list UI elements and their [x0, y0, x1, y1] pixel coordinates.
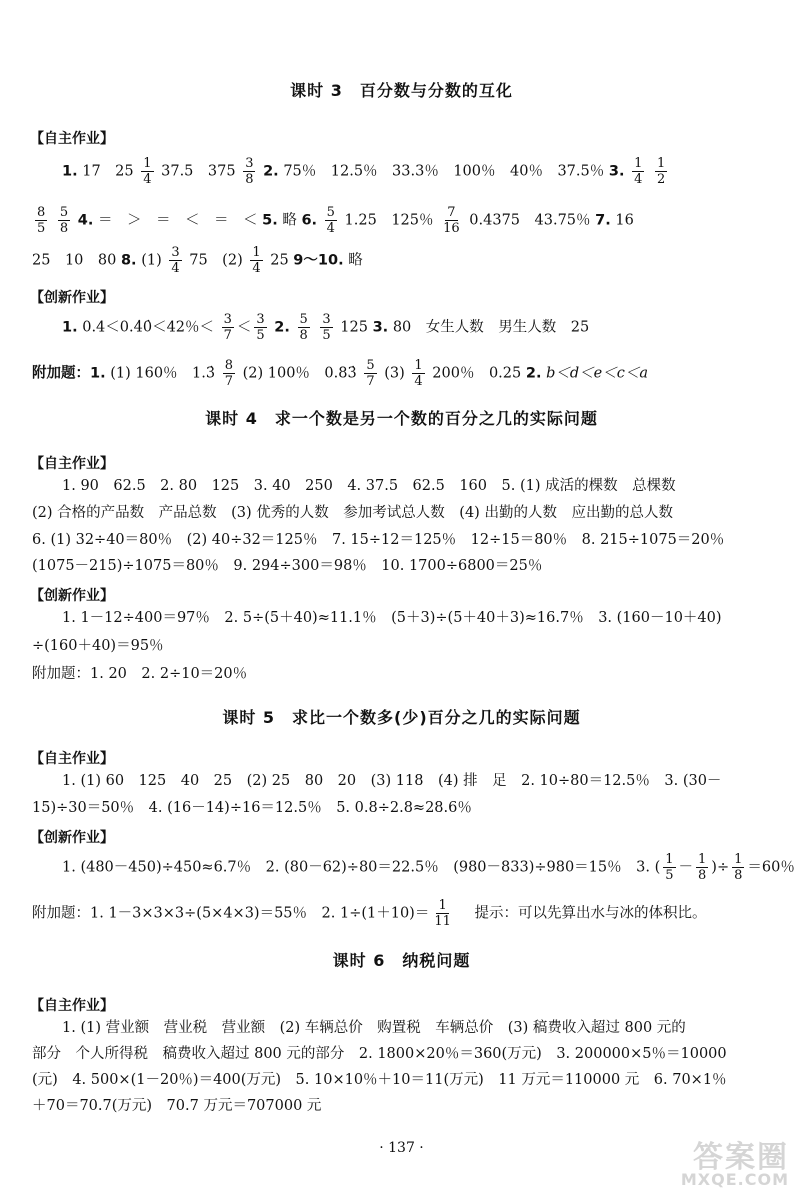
- watermark-url: MXQE.COM: [680, 1170, 789, 1189]
- fraction: $\frac{1}{5}$: [665, 852, 674, 883]
- section-zizhu-3: 【自主作业】: [30, 131, 114, 147]
- fraction: $\frac{3}{5}$: [322, 312, 331, 343]
- fraction: $\frac{3}{4}$: [171, 245, 180, 276]
- l4-zizhu-line2: (2) 合格的产品数 产品总数 (3) 优秀的人数 参加考试总人数 (4) 出勤的人数 应出勤的总人数: [32, 505, 673, 521]
- lesson-6-title: 课时 6 纳税问题: [332, 951, 471, 970]
- l3-zizhu-line1: 1. 17 25 $\frac{1}{4}$ 37.5 375 $\frac{3}{8}$ 2. 75％ 12.5％ 33.3％ 100％ 40％ 37.5％ 3. $\frac{1}{4}$ $\frac{1}{2}$: [62, 156, 666, 187]
- fraction: $\frac{3}{7}$: [223, 312, 232, 343]
- fraction: $\frac{1}{4}$: [414, 358, 423, 389]
- l4-chuangxin-line2: ÷(160＋40)＝95％: [32, 638, 164, 654]
- lesson-5-title: 课时 5 求比一个数多(少)百分之几的实际问题: [222, 708, 581, 727]
- fraction: $\frac{8}{7}$: [224, 358, 233, 389]
- fraction: $\frac{1}{8}$: [698, 852, 707, 883]
- fraction: $\frac{3}{5}$: [256, 312, 265, 343]
- l5-fujia-line: 附加题：1. 1－3×3×3÷(5×4×3)＝55％ 2. 1÷(1＋10)＝ $\frac{1}{11}$ 提示：可以先算出水与冰的体积比。: [32, 898, 707, 929]
- section-chuangxin-5: 【创新作业】: [30, 830, 114, 846]
- fraction: $\frac{5}{8}$: [299, 312, 308, 343]
- fraction: $\frac{1}{2}$: [656, 156, 666, 187]
- l4-zizhu-line4: (1075－215)÷1075＝80％ 9. 294÷300＝98％ 10. 1700÷6800＝25％: [32, 558, 543, 574]
- section-zizhu-4: 【自主作业】: [30, 456, 114, 472]
- l4-chuangxin-line1: 1. 1－12÷400＝97％ 2. 5÷(5＋40)≈11.1％ (5＋3)÷(5＋40＋3)≈16.7％ 3. (160－10＋40): [62, 610, 722, 626]
- section-chuangxin-4: 【创新作业】: [30, 588, 114, 604]
- l5-chuangxin-line1: 1. (480－450)÷450≈6.7％ 2. (80－62)÷80＝22.5％ (980－833)÷980＝15％ 3. ( $\frac{1}{5}$ － $\frac{1}{8}$ )÷ $\frac{1}{8}$ ＝60％: [62, 852, 795, 883]
- section-zizhu-5: 【自主作业】: [30, 751, 114, 767]
- section-chuangxin-3: 【创新作业】: [30, 290, 114, 306]
- fraction: $\frac{1}{4}$: [143, 156, 152, 187]
- l6-zizhu-line4: ＋70＝70.7(万元) 70.7 万元＝707000 元: [32, 1098, 322, 1114]
- l4-zizhu-line1: 1. 90 62.5 2. 80 125 3. 40 250 4. 37.5 62.5 160 5. (1) 成活的棵数 总棵数: [62, 478, 676, 494]
- section-zizhu-6: 【自主作业】: [30, 998, 114, 1014]
- fraction: $\frac{5}{4}$: [326, 205, 335, 236]
- lesson-4-title: 课时 4 求一个数是另一个数的百分之几的实际问题: [205, 409, 598, 428]
- l5-zizhu-line1: 1. (1) 60 125 40 25 (2) 25 80 20 (3) 118 (4) 排 足 2. 10÷80＝12.5％ 3. (30－: [62, 773, 722, 789]
- fraction: $\frac{5}{8}$: [59, 205, 69, 236]
- l3-chuangxin-line1: 1. 0.4＜0.4̇0̇＜42％＜ $\frac{3}{7}$ ＜ $\frac{3}{5}$ 2. $\frac{5}{8}$ $\frac{3}{5}$ 125 3. 80 女生人数 男生人数 25: [62, 312, 590, 343]
- fraction: $\frac{8}{5}$: [37, 205, 46, 236]
- fraction: $\frac{3}{8}$: [245, 156, 254, 187]
- l3-zizhu-line2: $\frac{8}{5}$ $\frac{5}{8}$ 4. ＝ ＞ ＝ ＜ ＝ ＜ 5. 略 6. $\frac{5}{4}$ 1.25 125％ $\frac{7}{16}$ 0.4375 43.75％ 7. 16: [37, 205, 634, 236]
- watermark-logo: 答案圈: [693, 1140, 789, 1175]
- l6-zizhu-line1: 1. (1) 营业额 营业税 营业额 (2) 车辆总价 购置税 车辆总价 (3) 稿费收入超过 800 元的: [62, 1020, 686, 1036]
- l6-zizhu-line3: (元) 4. 500×(1－20％)＝400(万元) 5. 10×10％＋10＝11(万元) 11 万元＝110000 元 6. 70×1％: [32, 1072, 727, 1088]
- fraction: $\frac{1}{4}$: [634, 156, 643, 187]
- l6-zizhu-line2: 部分 个人所得税 稿费收入超过 800 元的部分 2. 1800×20％＝360(万元) 3. 200000×5％＝10000: [32, 1046, 727, 1062]
- l3-zizhu-line3: 25 10 80 8. (1) $\frac{3}{4}$ 75 (2) $\frac{1}{4}$ 25 9～10. 略: [32, 245, 363, 276]
- page-number: · 137 ·: [379, 1140, 424, 1156]
- fraction: $\frac{5}{7}$: [366, 358, 375, 389]
- l3-fujia-line: 附加题：1. (1) 160％ 1.3̇ $\frac{8}{7}$ (2) 100％ 0.83̇ $\frac{5}{7}$ (3) $\frac{1}{4}$ 200％ 0.25 2. b＜d＜e＜c＜a: [32, 358, 648, 389]
- fraction: $\frac{1}{4}$: [252, 245, 261, 276]
- l5-zizhu-line2: 15)÷30＝50％ 4. (16－14)÷16＝12.5％ 5. 0.8÷2.8≈28.6％: [32, 800, 472, 816]
- l4-zizhu-line3: 6. (1) 32÷40＝80％ (2) 40÷32＝125％ 7. 15÷12＝125％ 12÷15＝80％ 8. 215÷1075＝20％: [32, 532, 725, 548]
- fraction: $\frac{1}{11}$: [434, 898, 451, 929]
- lesson-3-title: 课时 3 百分数与分数的互化: [290, 81, 513, 100]
- fraction: $\frac{7}{16}$: [443, 205, 460, 236]
- fraction: $\frac{1}{8}$: [734, 852, 743, 883]
- l4-fujia-line: 附加题：1. 20 2. 2÷10＝20％: [32, 666, 248, 682]
